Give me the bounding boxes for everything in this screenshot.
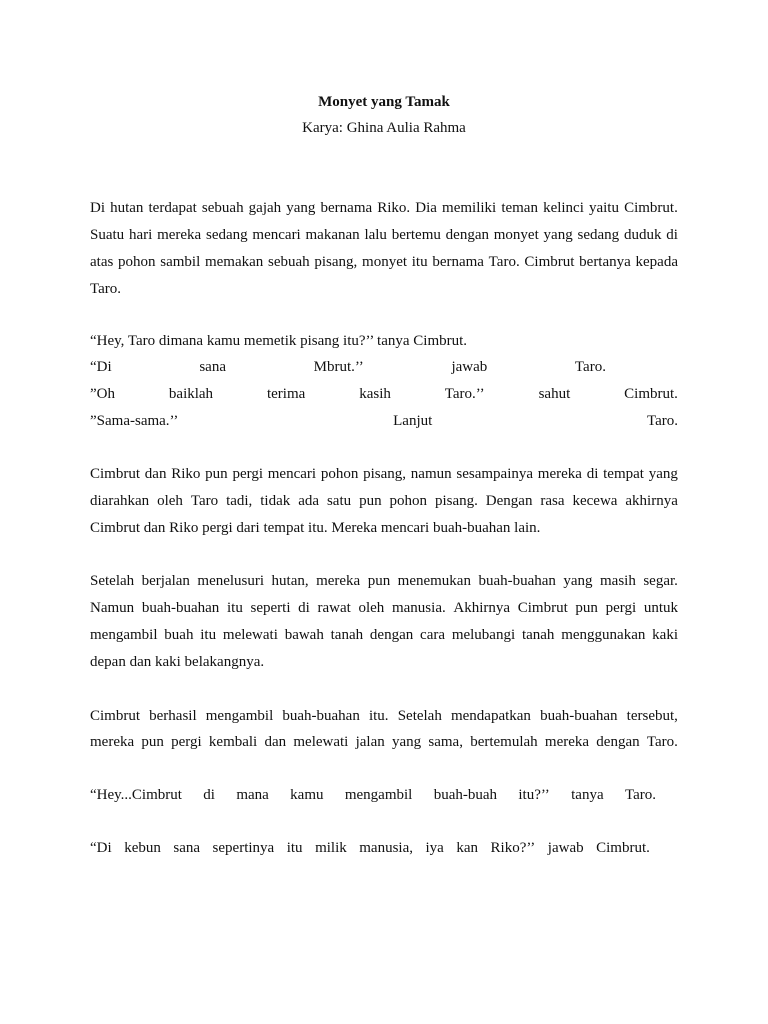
- dialogue-line: [90, 357, 606, 377]
- word: oleh: [358, 600, 385, 616]
- word: menemukan: [397, 573, 471, 589]
- word: mengambil: [90, 627, 158, 643]
- word: diarahkan: [90, 493, 150, 509]
- paragraph-line: Taro.: [90, 281, 122, 297]
- word: Mbrut.’’: [313, 359, 364, 375]
- dialogue-line: [90, 785, 656, 805]
- word: sahut: [538, 386, 571, 402]
- word: tanah: [330, 627, 364, 643]
- word: sesampainya: [456, 466, 534, 482]
- word: pisang,: [363, 466, 407, 482]
- word: yang: [648, 466, 678, 482]
- word: terima: [266, 386, 306, 402]
- word: bernama: [432, 254, 484, 270]
- word: buah-buah: [433, 787, 498, 803]
- word: kasih: [359, 386, 391, 402]
- word: berhasil: [149, 708, 197, 724]
- word: milik: [315, 840, 347, 856]
- word: atas: [90, 254, 114, 270]
- word: Taro.: [646, 413, 678, 429]
- dialogue-line: [90, 838, 650, 858]
- word: pisang,: [314, 254, 358, 270]
- word: Di: [90, 200, 105, 216]
- word: mereka: [544, 734, 590, 750]
- word: Akhirnya: [453, 600, 511, 616]
- word: berjalan: [141, 573, 190, 589]
- word: itu.: [368, 708, 389, 724]
- word: kepada: [635, 254, 678, 270]
- word: Cimbrut: [524, 254, 575, 270]
- word: Riko?’’: [490, 840, 536, 856]
- word: kaki: [652, 627, 678, 643]
- paragraph-line: [90, 225, 678, 245]
- word: lalu: [364, 227, 387, 243]
- word: jawab: [547, 840, 584, 856]
- word: buah-buahan: [478, 573, 556, 589]
- word: seperti: [250, 600, 291, 616]
- paragraph-line: depan dan kaki belakangnya.: [90, 654, 265, 670]
- dialogue-line: “Hey, Taro dimana kamu memetik pisang itu?’’ tanya Cimbrut.: [90, 333, 468, 349]
- word: ada: [298, 493, 320, 509]
- word: cara: [420, 627, 446, 643]
- word: pun: [367, 573, 391, 589]
- word: yang: [286, 200, 316, 216]
- word: Lanjut: [393, 413, 433, 429]
- word: sambil: [160, 254, 201, 270]
- word: bertanya: [579, 254, 631, 270]
- word: “Hey...Cimbrut: [90, 787, 182, 803]
- paragraph-line: [90, 198, 678, 218]
- word: yaitu: [588, 200, 619, 216]
- word: sama,: [428, 734, 463, 750]
- word: segar.: [643, 573, 678, 589]
- paragraph-line: [90, 571, 678, 591]
- word: menelusuri: [197, 573, 265, 589]
- word: untuk: [643, 600, 678, 616]
- paragraph-line: [90, 252, 678, 272]
- word: rawat: [317, 600, 351, 616]
- word: sana: [173, 840, 201, 856]
- word: Riko: [171, 466, 201, 482]
- word: dengan: [445, 227, 489, 243]
- word: melubangi: [451, 627, 516, 643]
- word: “Di: [90, 359, 112, 375]
- word: Taro.’’: [444, 386, 485, 402]
- word: sebuah: [201, 200, 244, 216]
- word: hutan: [110, 200, 144, 216]
- word: itu: [226, 600, 243, 616]
- word: tanah: [521, 627, 555, 643]
- word: baiklah: [168, 386, 214, 402]
- word: iya: [425, 840, 444, 856]
- word: jawab: [451, 359, 488, 375]
- word: pun: [141, 734, 164, 750]
- word: mereka: [157, 227, 202, 243]
- word: melewati: [222, 627, 278, 643]
- paragraph-line: [90, 732, 678, 752]
- word: Cimbrut.: [624, 200, 678, 216]
- paragraph-line: Cimbrut dan Riko pergi dari tempat itu. Mereka mencari buah-buahan lain.: [90, 520, 541, 536]
- word: tadi,: [226, 493, 253, 509]
- word: mereka: [537, 466, 582, 482]
- word: mencari: [252, 227, 301, 243]
- word: Taro.: [488, 254, 520, 270]
- word: buah-buahan: [282, 708, 360, 724]
- word: bertemulah: [470, 734, 538, 750]
- word: buah-buahan: [141, 600, 220, 616]
- word: sedang: [577, 227, 620, 243]
- word: bawah: [284, 627, 324, 643]
- word: memakan: [204, 254, 264, 270]
- word: tempat: [603, 466, 644, 482]
- word: Taro.: [624, 787, 656, 803]
- word: mana: [236, 787, 269, 803]
- word: bertemu: [391, 227, 441, 243]
- word: monyet: [493, 227, 539, 243]
- word: “Di: [90, 840, 112, 856]
- word: Setelah: [397, 708, 442, 724]
- word: Taro.: [646, 734, 678, 750]
- paragraph-line: [90, 625, 678, 645]
- word: mendapatkan: [450, 708, 531, 724]
- word: hari: [128, 227, 153, 243]
- word: kan: [456, 840, 479, 856]
- word: pergi: [605, 600, 637, 616]
- word: akhirnya: [625, 493, 678, 509]
- word: tanya: [571, 787, 604, 803]
- word: pohon: [389, 493, 427, 509]
- word: Dengan: [485, 493, 533, 509]
- word: itu: [286, 840, 303, 856]
- word: Cimbrut.: [624, 386, 678, 402]
- word: makanan: [305, 227, 360, 243]
- document-title: Monyet yang Tamak: [318, 94, 450, 110]
- dialogue-line: [90, 411, 678, 431]
- word: Cimbrut: [517, 600, 568, 616]
- word: hutan,: [271, 573, 309, 589]
- word: kembali: [208, 734, 258, 750]
- word: duduk: [623, 227, 662, 243]
- word: di: [666, 227, 678, 243]
- word: pun: [575, 600, 598, 616]
- word: pun: [205, 466, 228, 482]
- word: dan: [264, 734, 287, 750]
- word: Cimbrut: [90, 466, 141, 482]
- word: dan: [144, 466, 167, 482]
- word: dengan: [369, 627, 414, 643]
- word: mengambil: [205, 708, 274, 724]
- word: Namun: [90, 600, 135, 616]
- word: Riko.: [377, 200, 411, 216]
- word: monyet: [362, 254, 408, 270]
- word: mereka: [316, 573, 361, 589]
- word: kecewa: [572, 493, 618, 509]
- word: pisang.: [434, 493, 478, 509]
- word: itu: [200, 627, 217, 643]
- word: Taro.: [574, 359, 606, 375]
- word: pohon: [118, 254, 156, 270]
- word: kebun: [124, 840, 161, 856]
- word: Setelah: [90, 573, 135, 589]
- word: mengambil: [344, 787, 413, 803]
- word: di: [298, 600, 310, 616]
- word: jalan: [355, 734, 385, 750]
- word: pohon: [320, 466, 359, 482]
- word: buah-buahan: [540, 708, 618, 724]
- word: kamu: [290, 787, 324, 803]
- word: sana: [199, 359, 226, 375]
- word: Dia: [415, 200, 437, 216]
- word: sepertinya: [212, 840, 275, 856]
- word: manusia,: [359, 840, 413, 856]
- word: mereka: [90, 734, 135, 750]
- paragraph-line: [90, 464, 678, 484]
- word: memiliki: [442, 200, 497, 216]
- word: satu: [326, 493, 352, 509]
- word: Suatu: [90, 227, 125, 243]
- word: ”Oh: [90, 386, 115, 402]
- word: Taro: [190, 493, 219, 509]
- word: Cimbrut: [90, 708, 141, 724]
- word: melewati: [293, 734, 349, 750]
- word: teman: [501, 200, 538, 216]
- word: oleh: [157, 493, 183, 509]
- word: sebuah: [268, 254, 310, 270]
- word: menggunakan: [561, 627, 646, 643]
- word: dengan: [596, 734, 640, 750]
- word: itu: [411, 254, 428, 270]
- word: manusia.: [391, 600, 446, 616]
- word: Cimbrut.: [596, 840, 650, 856]
- word: namun: [410, 466, 452, 482]
- word: ”Sama-sama.’’: [90, 413, 179, 429]
- word: tidak: [260, 493, 291, 509]
- word: gajah: [248, 200, 282, 216]
- paragraph-line: [90, 706, 678, 726]
- word: tersebut,: [626, 708, 678, 724]
- word: pun: [359, 493, 382, 509]
- word: buah: [164, 627, 194, 643]
- paragraph-line: [90, 598, 678, 618]
- word: itu?’’: [518, 787, 550, 803]
- word: terdapat: [148, 200, 197, 216]
- word: masih: [600, 573, 636, 589]
- document-author: Karya: Ghina Aulia Rahma: [302, 120, 466, 136]
- word: di: [586, 466, 599, 482]
- word: kelinci: [543, 200, 584, 216]
- word: yang: [391, 734, 422, 750]
- word: yang: [543, 227, 573, 243]
- word: sedang: [205, 227, 248, 243]
- word: pergi: [232, 466, 263, 482]
- word: di: [203, 787, 215, 803]
- word: rasa: [540, 493, 565, 509]
- word: yang: [563, 573, 593, 589]
- paragraph-line: [90, 491, 678, 511]
- dialogue-line: [90, 384, 678, 404]
- word: pergi: [171, 734, 202, 750]
- word: mencari: [267, 466, 317, 482]
- word: bernama: [320, 200, 373, 216]
